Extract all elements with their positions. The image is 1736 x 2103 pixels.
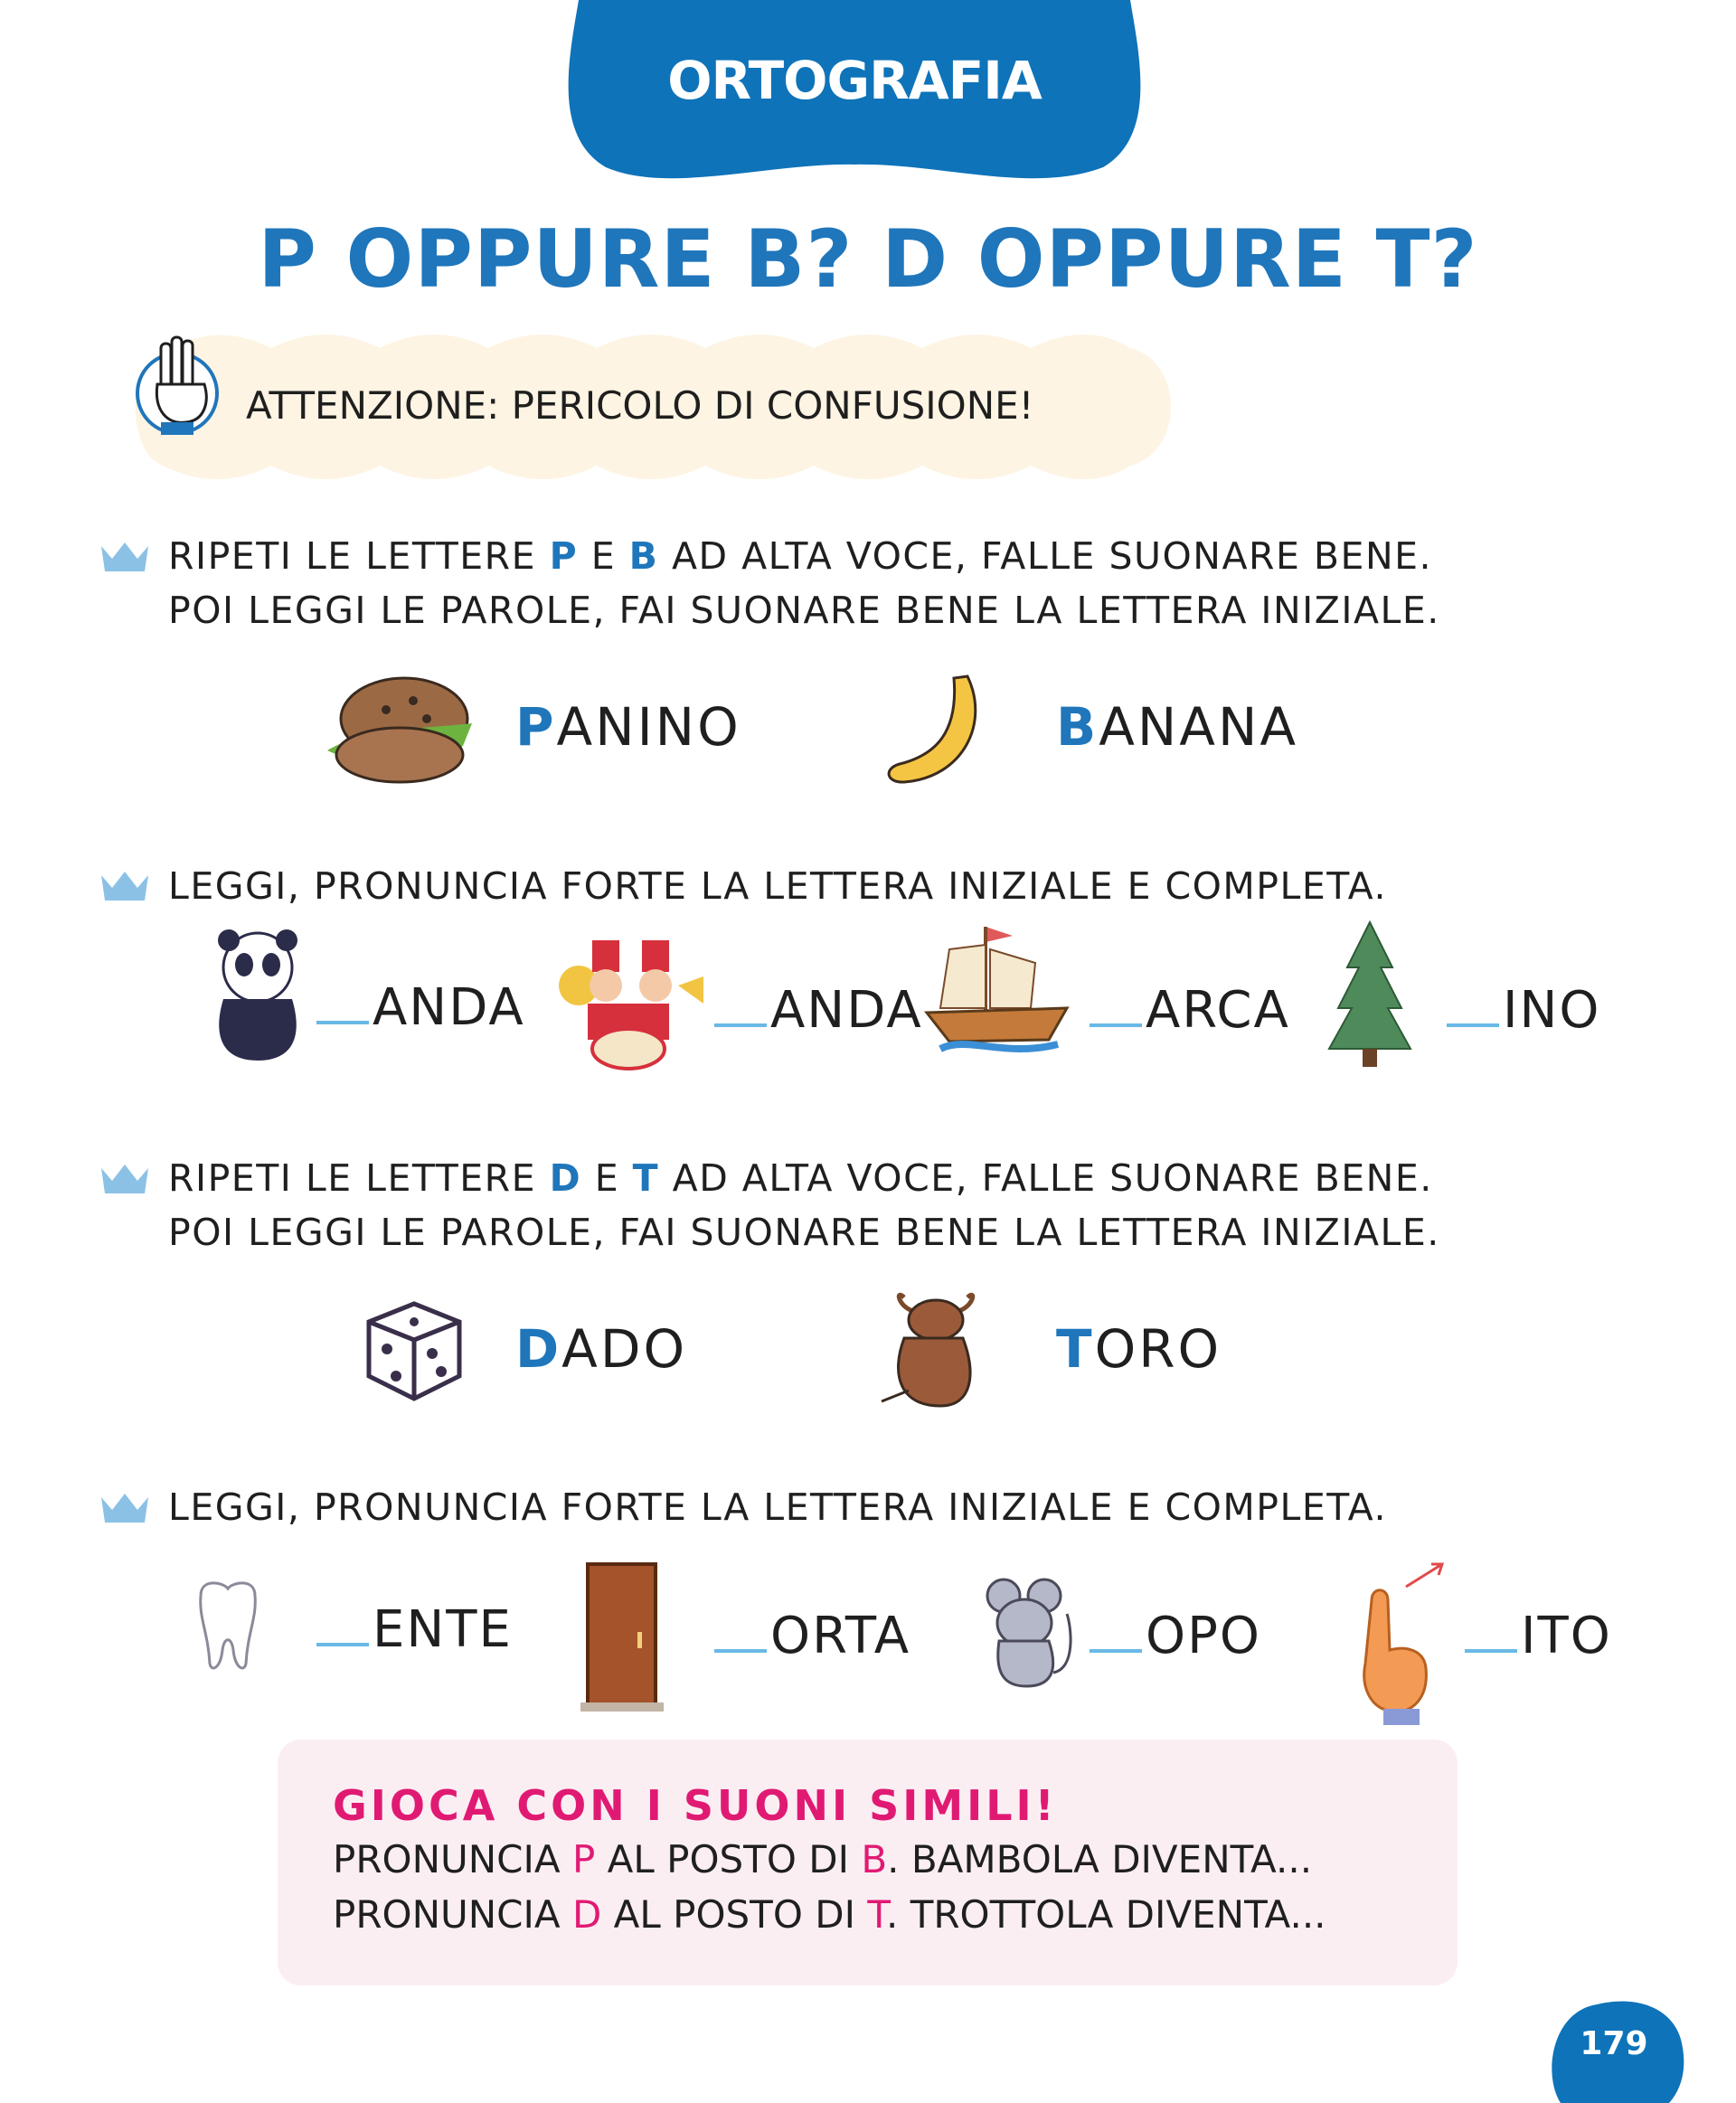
section-label: ORTOGRAFIA: [667, 50, 1042, 111]
crown-icon: [98, 1492, 152, 1524]
fill-blank-arca[interactable]: ARCA: [1090, 981, 1290, 1040]
exercise2-instruction: LEGGI, PRONUNCIA FORTE LA LETTERA INIZIALE E COMPLETA.: [168, 864, 1387, 908]
exercise3-instruction: RIPETI LE LETTERE D E T AD ALTA VOCE, FALLE SUONARE BENE. POI LEGGI LE PAROLE, FAI SUONARE BENE LA LETTERA INIZIALE.: [168, 1156, 1440, 1254]
fill-blank-anda-1[interactable]: ANDA: [316, 978, 525, 1037]
tip-line-2: PRONUNCIA D AL POSTO DI T. TROTTOLA DIVENTA...: [333, 1892, 1326, 1937]
page-title: P OPPURE B? D OPPURE T?: [258, 212, 1478, 306]
fill-blank-opo[interactable]: OPO: [1090, 1607, 1261, 1665]
finger-icon: [1352, 1560, 1447, 1731]
exercise4-instruction: LEGGI, PRONUNCIA FORTE LA LETTERA INIZIALE E COMPLETA.: [168, 1485, 1387, 1529]
fill-blank-ino[interactable]: INO: [1447, 981, 1600, 1040]
page-number: 179: [1580, 2025, 1648, 2062]
crown-icon: [98, 1163, 152, 1195]
fill-blank-ito[interactable]: ITO: [1465, 1607, 1612, 1665]
dice-icon: [351, 1295, 468, 1403]
word-banana: BANANA: [1056, 696, 1299, 758]
word-panino: PANINO: [515, 696, 741, 758]
crown-icon: [98, 541, 152, 573]
pine-tree-icon: [1325, 918, 1415, 1071]
fill-blank-anda-2[interactable]: ANDA: [714, 981, 923, 1040]
door-icon: [579, 1560, 669, 1713]
tooth-icon: [192, 1578, 264, 1673]
fill-blank-ente[interactable]: ENTE: [316, 1600, 513, 1659]
word-toro: TORO: [1056, 1318, 1222, 1380]
mouse-icon: [981, 1573, 1080, 1691]
band-icon: [542, 922, 705, 1071]
word-dado: DADO: [515, 1318, 688, 1380]
bull-icon: [873, 1284, 999, 1410]
tip-title: GIOCA CON I SUONI SIMILI!: [333, 1781, 1058, 1830]
ship-icon: [922, 922, 1076, 1058]
crown-icon: [98, 870, 152, 902]
exercise1-instruction: RIPETI LE LETTERE P E B AD ALTA VOCE, FALLE SUONARE BENE. POI LEGGI LE PAROLE, FAI SUONARE BENE LA LETTERA INIZIALE.: [168, 534, 1440, 632]
stop-hand-icon: [134, 330, 224, 448]
banana-icon: [882, 669, 990, 787]
warning-text: ATTENZIONE: PERICOLO DI CONFUSIONE!: [246, 383, 1034, 428]
fill-blank-orta[interactable]: ORTA: [714, 1607, 910, 1665]
sandwich-icon: [318, 674, 472, 787]
panda-icon: [203, 927, 307, 1062]
tip-line-1: PRONUNCIA P AL POSTO DI B. BAMBOLA DIVENTA...: [333, 1837, 1313, 1881]
